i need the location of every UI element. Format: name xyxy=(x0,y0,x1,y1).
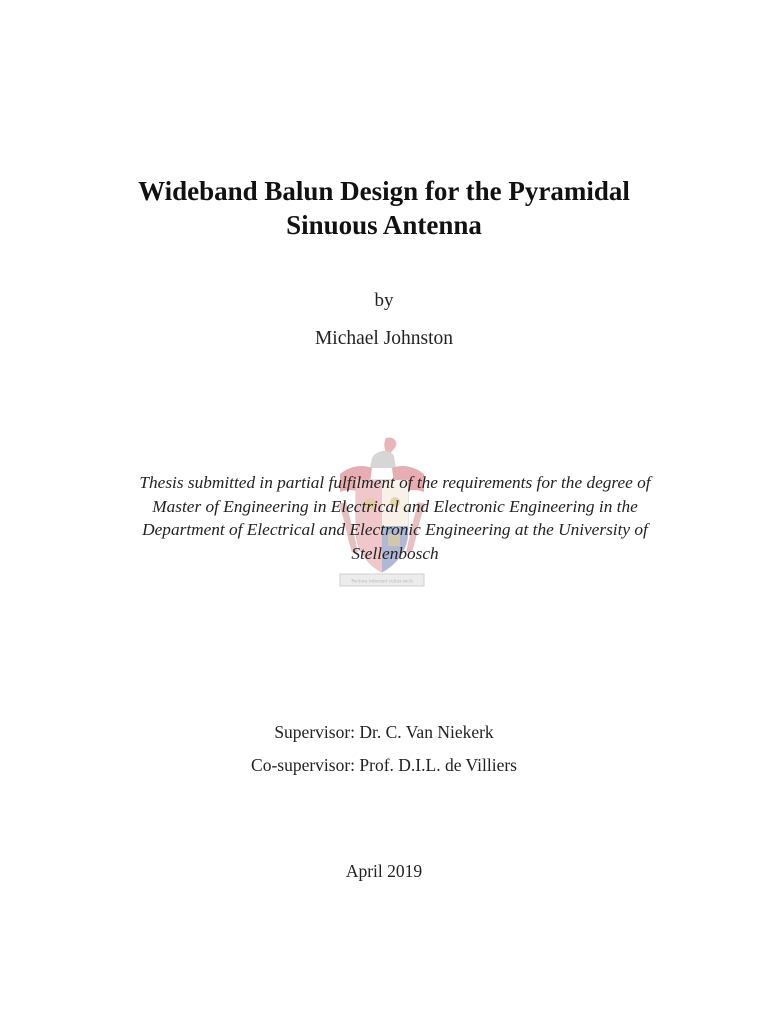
submission-date: April 2019 xyxy=(345,861,423,881)
thesis-statement-line-1: Thesis submitted in partial fulfilment of the requirements for the degree of xyxy=(139,473,651,492)
cosupervisor-line: Co-supervisor: Prof. D.I.L. de Villiers xyxy=(251,755,517,775)
thesis-statement xyxy=(100,471,690,565)
thesis-title-line-2: Sinuous Antenna xyxy=(286,210,482,240)
crest-motto-text: Pectora roborant cultus recti xyxy=(351,578,413,584)
by-label: by xyxy=(374,290,394,311)
author-name: Michael Johnston xyxy=(314,328,454,349)
thesis-title xyxy=(0,174,768,242)
thesis-statement-line-3: Department of Electrical and Electronic Engineering at the University of xyxy=(142,520,648,539)
crest-helmet xyxy=(370,451,396,468)
supervisor-line: Supervisor: Dr. C. Van Niekerk xyxy=(274,722,494,742)
thesis-title-line-1: Wideband Balun Design for the Pyramidal xyxy=(138,176,630,206)
thesis-statement-line-2: Master of Engineering in Electrical and Electronic Engineering in the xyxy=(152,496,638,516)
thesis-statement-line-4: Stellenbosch xyxy=(351,543,439,563)
